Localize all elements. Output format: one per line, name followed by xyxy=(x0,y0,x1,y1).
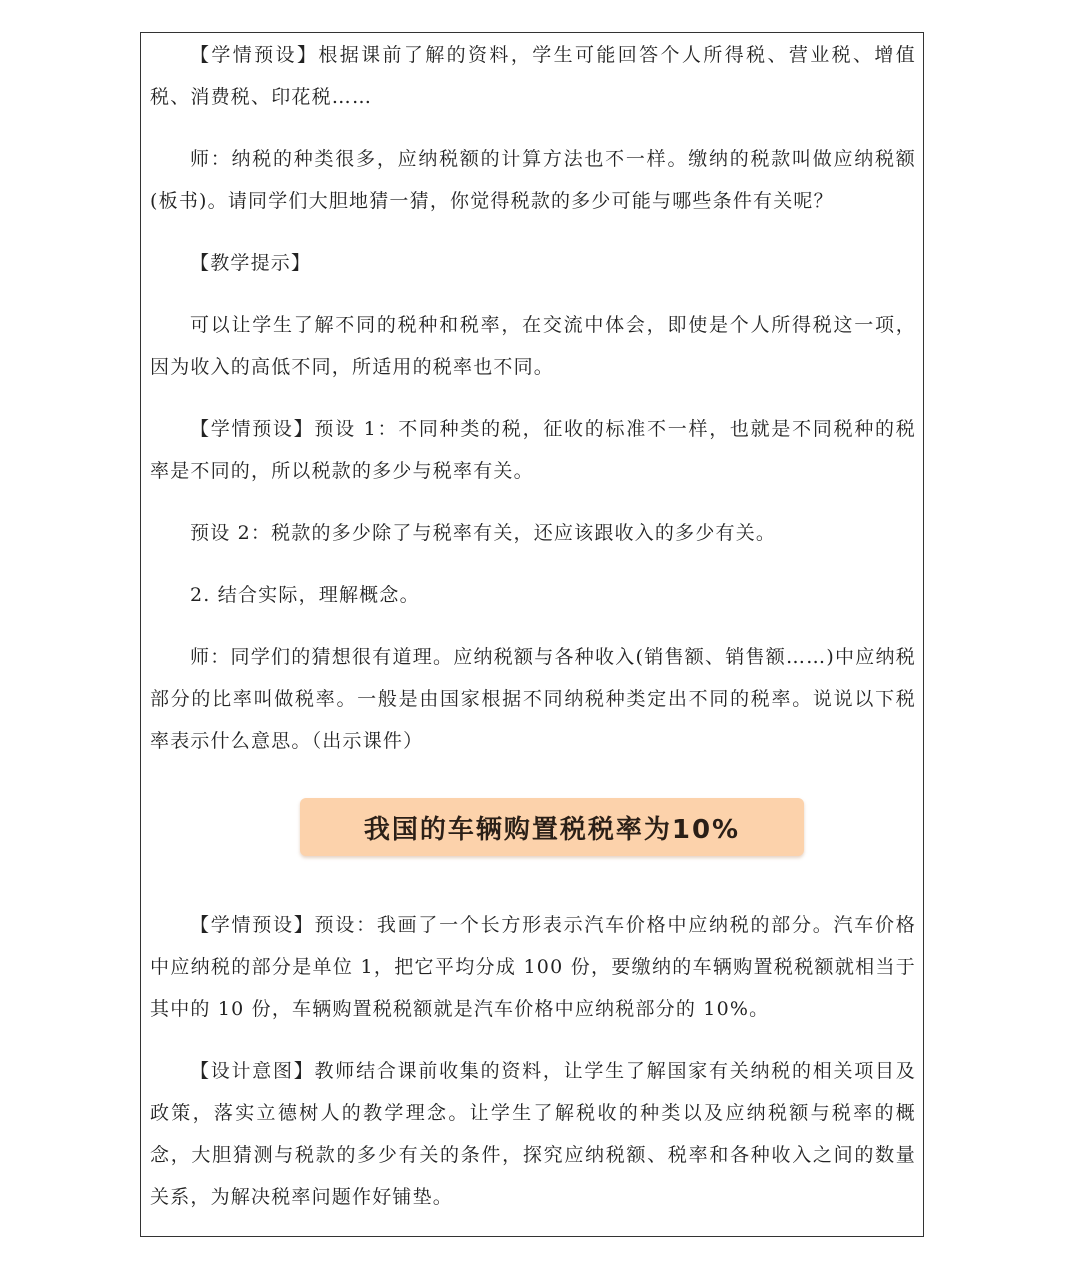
teaching-tip-paragraph: 可以让学生了解不同的税种和税率，在交流中体会，即使是个人所得税这一项，因为收入的高低不同，所适用的税率也不同。 xyxy=(150,314,916,378)
teacher-explanation-paragraph: 师：同学们的猜想很有道理。应纳税额与各种收入(销售额、销售额……)中应纳税部分的比率叫做税率。一般是由国家根据不同纳税种类定出不同的税率。说说以下税率表示什么意思。（出示课件） xyxy=(150,646,916,752)
document-body-top xyxy=(150,34,916,782)
tax-rate-banner-text: 我国的车辆购置税税率为10% xyxy=(300,798,804,856)
student-prediction-paragraph-3: 【学情预设】预设：我画了一个长方形表示汽车价格中应纳税的部分。汽车价格中应纳税的部分是单位 1，把它平均分成 100 份，要缴纳的车辆购置税税额就相当于其中的 10 份，车辆购置税税额就是汽车价格中应纳税部分的 10%。 xyxy=(150,914,916,1020)
design-intent-paragraph: 【设计意图】教师结合课前收集的资料，让学生了解国家有关纳税的相关项目及政策，落实立德树人的教学理念。让学生了解税收的种类以及应纳税额与税率的概念，大胆猜测与税款的多少有关的条件，探究应纳税额、税率和各种收入之间的数量关系，为解决税率问题作好铺垫。 xyxy=(150,1060,916,1208)
document-body-bottom xyxy=(150,904,916,1238)
student-prediction-paragraph-1: 【学情预设】根据课前了解的资料，学生可能回答个人所得税、营业税、增值税、消费税、印花税…… xyxy=(150,44,916,108)
courseware-banner xyxy=(300,798,804,856)
teaching-tip-heading: 【教学提示】 xyxy=(190,252,312,274)
section-heading-understand-concept: 2. 结合实际，理解概念。 xyxy=(190,584,420,606)
prediction-2-paragraph: 预设 2：税款的多少除了与税率有关，还应该跟收入的多少有关。 xyxy=(190,522,777,544)
student-prediction-paragraph-2: 【学情预设】预设 1：不同种类的税，征收的标准不一样，也就是不同税种的税率是不同的，所以税款的多少与税率有关。 xyxy=(150,418,916,482)
teacher-question-paragraph: 师：纳税的种类很多，应纳税额的计算方法也不一样。缴纳的税款叫做应纳税额(板书)。请同学们大胆地猜一猜，你觉得税款的多少可能与哪些条件有关呢？ xyxy=(150,148,916,212)
